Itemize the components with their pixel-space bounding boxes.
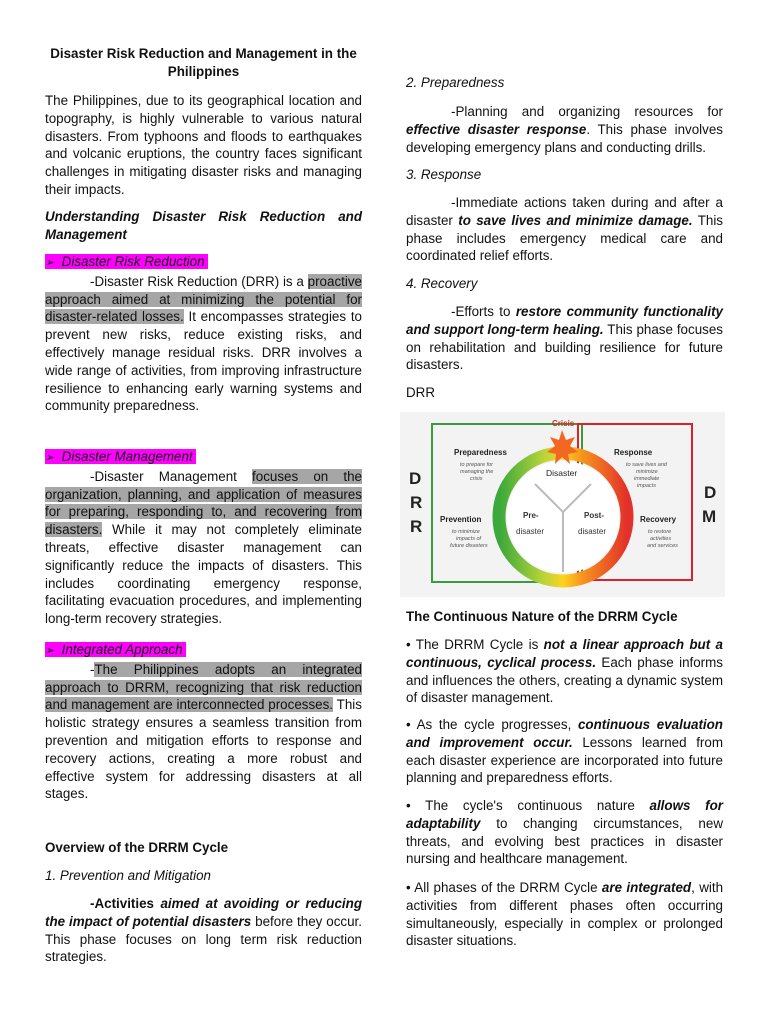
bullet-4: • All phases of the DRRM Cycle are integrated, with activities from different phases often occurring simultaneously, especially in complex or prolonged disaster situations. <box>406 880 724 949</box>
drr-highlight: proactive approach aimed at minimizing the potential for disaster-related losses. <box>45 273 362 325</box>
prevention-label: Prevention <box>440 515 482 524</box>
drr-letter-r: R <box>410 493 423 512</box>
overview-heading: Overview of the DRRM Cycle <box>45 840 229 855</box>
phase3-heading: 3. Response <box>406 167 482 182</box>
understanding-heading: Understanding Disaster Risk Reduction and Management <box>45 209 362 242</box>
recovery-sub: activities <box>650 536 672 542</box>
drr-section <box>45 253 362 415</box>
phase1-text: -Activities aimed at avoiding or reducing the impact of potential disasters before they occur. This phase focuses on long term risk reduction strategies. <box>45 896 362 965</box>
drr-caption: DRR <box>406 385 436 400</box>
preparedness-label: Preparedness <box>454 448 507 457</box>
phase4-heading: 4. Recovery <box>406 276 478 291</box>
phase2-heading: 2. Preparedness <box>406 75 505 90</box>
preparedness-sub: crisis <box>470 476 483 482</box>
dm-lead: -Disaster Management <box>90 468 253 484</box>
prevention-sub: future disasters <box>450 543 488 549</box>
dm-highlight: focuses on the organization, planning, and application of measures for preparing, responding to, and recovering from disasters. <box>45 468 362 538</box>
bullet-1: • The DRRM Cycle is not a linear approach but a continuous, cyclical process. Each phase informs and influences the others, creating a dynamic system of disaster management. <box>406 637 723 706</box>
drr-letter-r: R <box>410 517 423 536</box>
ia-lead: - <box>90 661 95 677</box>
bullet-3: • The cycle's continuous nature allows for adaptability to changing circumstances, new threats, and evolving best practices in disaster nursing and healthcare management. <box>406 798 723 867</box>
disaster-label: Disaster <box>546 468 578 478</box>
drr-rest: It encompasses strategies to prevent new risks, reduce existing risks, and effectively manage residual risks. DRR involves a wide range of activities, from improving infrastructure resilience to enhancing early warning systems and community preparedness. <box>45 309 362 414</box>
page-title: Disaster Risk Reduction and Management in the Philippines <box>50 46 357 79</box>
post-disaster-label: disaster <box>578 527 607 536</box>
drr-lead: -Disaster Risk Reduction (DRR) is a <box>90 273 304 289</box>
arrow-bullet-icon: ➢ <box>45 645 55 657</box>
phase4-text: -Efforts to restore community functionality and support long-term healing. This phase focuses on rehabilitation and building resilience for future disasters. <box>406 304 723 373</box>
recovery-label: Recovery <box>640 515 677 524</box>
crisis-label: Crisis <box>552 419 575 428</box>
arrow-bullet-icon: ➢ <box>45 452 55 464</box>
prevention-sub: to minimize <box>452 529 480 535</box>
ia-label: ➢ Integrated Approach <box>45 642 186 657</box>
ia-section <box>45 641 362 803</box>
dm-letter-d: D <box>704 483 717 502</box>
pre-label: Pre- <box>523 511 539 520</box>
phase1-heading: 1. Prevention and Mitigation <box>45 868 211 883</box>
dm-label: ➢ Disaster Management <box>45 449 196 464</box>
drrm-cycle-diagram <box>400 412 725 597</box>
ia-highlight: The Philippines adopts an integrated approach to DRRM, recognizing that risk reduction and management are interconnected processes. <box>45 661 362 713</box>
continuous-heading: The Continuous Nature of the DRRM Cycle <box>406 609 678 624</box>
preparedness-sub: to prepare for <box>460 462 494 468</box>
pre-disaster-label: disaster <box>516 527 545 536</box>
recovery-sub: to restore <box>648 529 672 535</box>
response-label: Response <box>614 448 653 457</box>
drr-label: ➢ Disaster Risk Reduction <box>45 254 208 269</box>
response-sub: impacts <box>637 483 656 489</box>
drr-letter-d: D <box>409 469 422 488</box>
response-sub: minimize <box>636 469 658 475</box>
post-label: Post- <box>584 511 604 520</box>
response-sub: immediate <box>634 476 660 482</box>
prevention-sub: impacts of <box>456 536 482 542</box>
phase3-text: -Immediate actions taken during and after a disaster to save lives and minimize damage. This phase includes emergency medical care and coordinated relief efforts. <box>406 195 723 264</box>
dm-rest: While it may not completely eliminate threats, effective disaster management can significantly reduce the impacts of disasters. This includes coordinating emergency response, facilitating evacuation procedures, and implementing long-term recovery strategies. <box>45 522 362 627</box>
phase2-text: -Planning and organizing resources for effective disaster response. This phase involves developing emergency plans and conducting drills. <box>406 104 723 155</box>
intro-paragraph: The Philippines, due to its geographical location and topography, is highly vulnerable to various natural disasters. From typhoons and floods to earthquakes and volcanic eruptions, the country faces significant challenges in mitigating disaster risks and managing their impacts. <box>45 93 362 197</box>
preparedness-sub: managing the <box>460 469 494 475</box>
dm-section <box>45 448 362 628</box>
response-sub: to save lives and <box>626 462 667 468</box>
recovery-sub: and services <box>647 543 678 549</box>
bullet-2: • As the cycle progresses, continuous evaluation and improvement occur. Lessons learned from each disaster experience are incorporated into future planning and preparedness efforts. <box>406 717 723 786</box>
dm-letter-m: M <box>702 507 717 526</box>
arrow-bullet-icon: ➢ <box>45 257 55 269</box>
ia-rest: This holistic strategy ensures a seamless transition from prevention and mitigation efforts to response and recovery actions, creating a more robust and effective system for addressing disasters at all stages. <box>45 697 362 802</box>
